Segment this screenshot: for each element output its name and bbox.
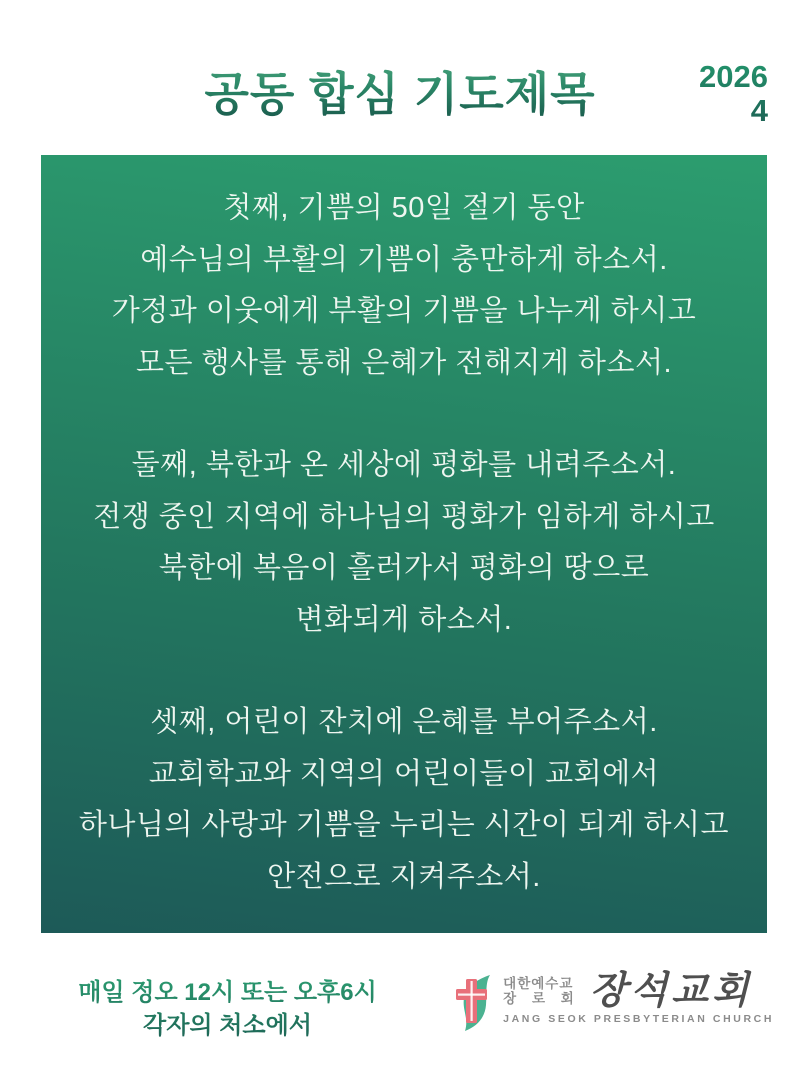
prayer-box: [41, 155, 767, 933]
prayer-line: 하나님의 사랑과 기쁨을 누리는 시간이 되게 하시고: [78, 809, 730, 841]
prayer-paragraph-2: [41, 440, 767, 646]
prayer-line: 둘째, 북한과 온 세상에 평화를 내려주소서.: [131, 449, 677, 481]
logo-text-block: [503, 970, 774, 1025]
prayer-paragraph-3: [41, 697, 767, 903]
date-block: [699, 60, 768, 128]
date-year: 2026: [699, 59, 768, 94]
prayer-line: 전쟁 중인 지역에 하나님의 평화가 임하게 하시고: [93, 500, 715, 533]
prayer-line: 안전으로 지켜주소서.: [267, 860, 541, 893]
schedule-line-2: 각자의 처소에서: [143, 1012, 312, 1039]
prayer-line: 북한에 복음이 흘러가서 평화의 땅으로: [158, 552, 650, 584]
page-title: 공동 합심 기도제목: [0, 58, 800, 124]
denomination-line-1: 대한예수교: [503, 976, 574, 991]
prayer-line: 변화되게 하소서.: [295, 603, 513, 636]
prayer-paragraph-1: [41, 183, 767, 389]
church-name: 장석교회: [589, 970, 753, 1012]
church-english-name: JANG SEOK PRESBYTERIAN CHURCH: [503, 1013, 774, 1025]
date-month: 4: [750, 93, 768, 128]
denomination-line-2: 장 로 회: [503, 991, 580, 1006]
church-logo: [454, 970, 774, 1032]
prayer-line: 가정과 이웃에게 부활의 기쁨을 나누게 하시고: [111, 295, 697, 327]
prayer-line: 셋째, 어린이 잔치에 은혜를 부어주소서.: [150, 706, 658, 738]
prayer-line: 교회학교와 지역의 어린이들이 교회에서: [148, 757, 660, 790]
prayer-line: 첫째, 기쁨의 50일 절기 동안: [223, 192, 585, 224]
prayer-schedule: [55, 976, 400, 1042]
prayer-line: 모든 행사를 통해 은혜가 전해지게 하소서.: [135, 346, 673, 379]
denomination-text: [503, 976, 580, 1006]
prayer-line: 예수님의 부활의 기쁨이 충만하게 하소서.: [140, 243, 668, 276]
cross-with-leaf-icon: [454, 974, 496, 1032]
schedule-line-1: 매일 정오 12시 또는 오후6시: [78, 979, 377, 1006]
